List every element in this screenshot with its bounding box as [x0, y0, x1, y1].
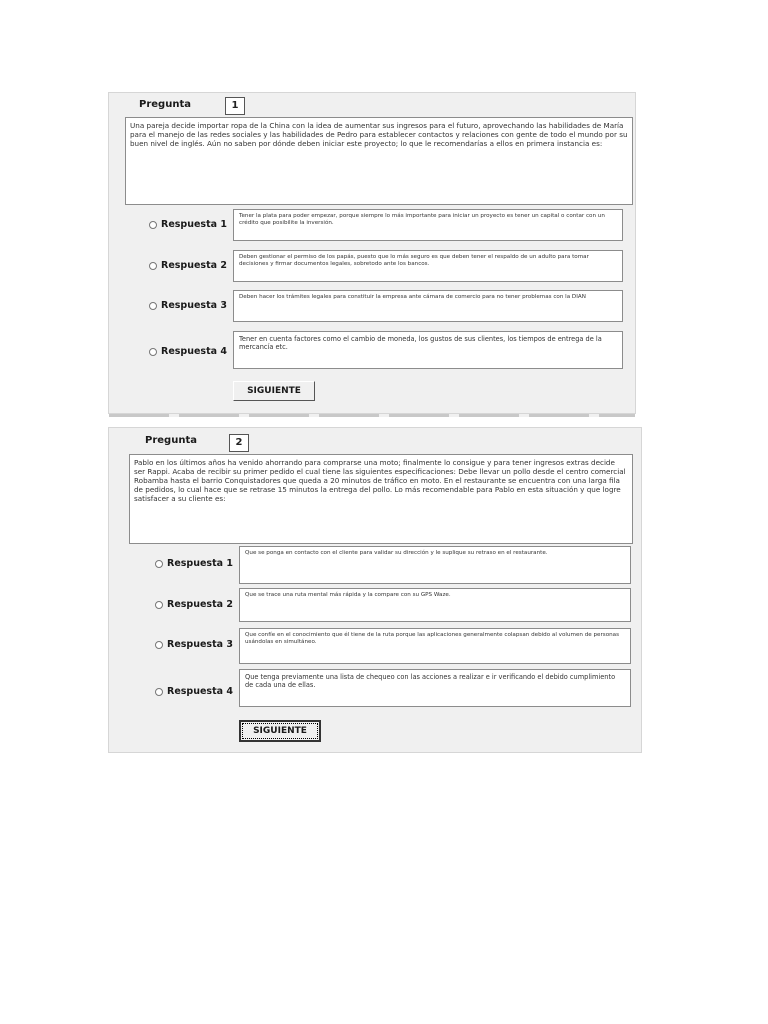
pregunta-label: Pregunta: [145, 435, 197, 446]
question-number: 2: [229, 434, 249, 452]
answer-text-2: Que se trace una ruta mental más rápida y la compare con su GPS Waze.: [239, 588, 631, 622]
option-radio-1[interactable]: [149, 219, 227, 230]
question-form-1: [108, 92, 636, 414]
option-label: Respuesta 3: [161, 300, 227, 311]
next-button[interactable]: SIGUIENTE: [233, 381, 315, 401]
option-radio-4[interactable]: [155, 686, 233, 697]
radio-icon[interactable]: [155, 601, 163, 609]
radio-icon[interactable]: [155, 641, 163, 649]
answer-text-3: Que confíe en el conocimiento que él tiene de la ruta porque las aplicaciones generalmente colapsan debido al volumen de personas usándolas en simultáneo.: [239, 628, 631, 664]
answer-text-1: Que se ponga en contacto con el cliente para validar su dirección y le suplique su retraso en el restaurante.: [239, 546, 631, 584]
answer-text-4: Tener en cuenta factores como el cambio de moneda, los gustos de sus clientes, los tiempos de entrega de la mercancía etc.: [233, 331, 623, 369]
option-label: Respuesta 4: [161, 346, 227, 357]
divider: [109, 414, 635, 417]
question-text: Una pareja decide importar ropa de la China con la idea de aumentar sus ingresos para el futuro, aprovechando las habilidades de María para el manejo de las redes sociales y las habilidades de Pedro para establecer contactos y relaciones con gente de todo el mundo por su buen nivel de inglés. Aún no saben por dónde deben iniciar este proyecto; lo que le recomendarías a ellos en primera instancia es:: [125, 117, 633, 205]
option-label: Respuesta 1: [161, 219, 227, 230]
option-label: Respuesta 4: [167, 686, 233, 697]
option-label: Respuesta 3: [167, 639, 233, 650]
option-label: Respuesta 2: [161, 260, 227, 271]
question-form-2: [108, 427, 642, 753]
pregunta-label: Pregunta: [139, 99, 191, 110]
option-label: Respuesta 1: [167, 558, 233, 569]
answer-text-4: Que tenga previamente una lista de chequeo con las acciones a realizar e ir verificando el debido cumplimiento de cada una de ellas.: [239, 669, 631, 707]
question-text: Pablo en los últimos años ha venido ahorrando para comprarse una moto; finalmente lo consigue y para tener ingresos extras decide ser Rappi. Acaba de recibir su primer pedido el cual tiene las siguientes especificaciones: Debe llevar un pollo desde el centro comercial Robamba hasta el barrio Conquistadores que queda a 20 minutos de tráfico en moto. En el restaurante se encuentra con una larga fila de pedidos, lo cual hace que se retrase 15 minutos la entrega del pollo. Lo más recomendable para Pablo en esta situación y que logre satisfacer a su cliente es:: [129, 454, 633, 544]
answer-text-3: Deben hacer los trámites legales para constituir la empresa ante cámara de comercio para no tener problemas con la DIAN: [233, 290, 623, 322]
option-radio-2[interactable]: [155, 599, 233, 610]
radio-icon[interactable]: [149, 262, 157, 270]
option-radio-2[interactable]: [149, 260, 227, 271]
radio-icon[interactable]: [155, 560, 163, 568]
option-radio-3[interactable]: [149, 300, 227, 311]
radio-icon[interactable]: [155, 688, 163, 696]
option-radio-1[interactable]: [155, 558, 233, 569]
answer-text-1: Tener la plata para poder empezar, porque siempre lo más importante para iniciar un proyecto es tener un capital o contar con un crédito que posibilite la inversión.: [233, 209, 623, 241]
answer-text-2: Deben gestionar el permiso de los papás, puesto que lo más seguro es que deben tener el respaldo de un adulto para tomar decisiones y firmar documentos legales, sobretodo ante los bancos.: [233, 250, 623, 282]
radio-icon[interactable]: [149, 302, 157, 310]
radio-icon[interactable]: [149, 221, 157, 229]
question-number: 1: [225, 97, 245, 115]
option-label: Respuesta 2: [167, 599, 233, 610]
next-button[interactable]: SIGUIENTE: [239, 720, 321, 742]
radio-icon[interactable]: [149, 348, 157, 356]
option-radio-4[interactable]: [149, 346, 227, 357]
option-radio-3[interactable]: [155, 639, 233, 650]
